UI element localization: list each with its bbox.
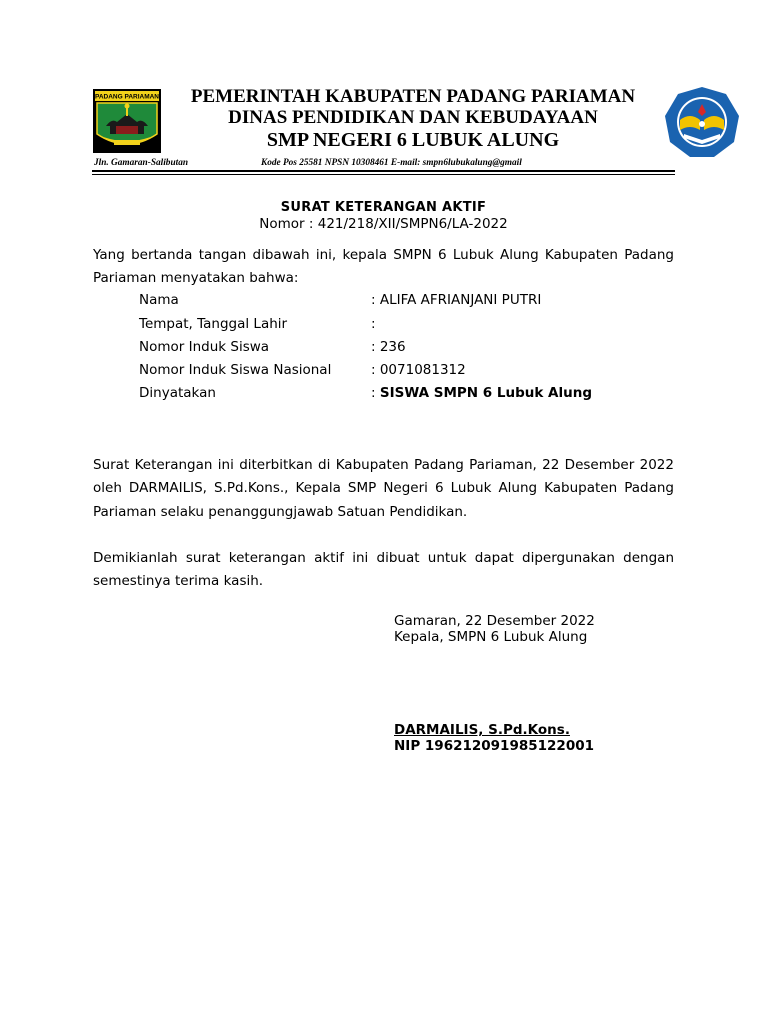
field-value: : ALIFA AFRIANJANI PUTRI xyxy=(371,292,542,308)
letterhead-divider-thin xyxy=(92,174,675,175)
field-value xyxy=(371,385,592,401)
field-label: Nomor Induk Siswa Nasional xyxy=(139,362,332,378)
letterhead-school: SMP NEGERI 6 LUBUK ALUNG xyxy=(266,129,560,151)
intro-paragraph: Yang bertanda tangan dibawah ini, kepala SMPN 6 Lubuk Alung Kabupaten Padang Pariaman menyatakan bahwa: xyxy=(93,247,674,287)
signature-place-date: Gamaran, 22 Desember 2022 xyxy=(394,613,595,629)
field-row-nis xyxy=(139,339,679,362)
tut-wuri-handayani-emblem-icon xyxy=(664,86,740,158)
field-row-dinyatakan xyxy=(139,385,679,408)
letterhead-government: PEMERINTAH KABUPATEN PADANG PARIAMAN xyxy=(190,86,636,107)
signature-position: Kepala, SMPN 6 Lubuk Alung xyxy=(394,629,588,645)
issuance-paragraph: Surat Keterangan ini diterbitkan di Kabupaten Padang Pariaman, 22 Desember 2022 oleh DARMAILIS, S.Pd.Kons., Kepala SMP Negeri 6 Lubuk Alung Kabupaten Padang Pariaman selaku penanggungjawab Satuan Pendidikan. xyxy=(93,457,674,520)
letterhead-address: Jln. Gamaran-Salibutan xyxy=(94,158,189,168)
closing-paragraph: Demikianlah surat keterangan aktif ini dibuat untuk dapat dipergunakan dengan semestinya terima kasih. xyxy=(93,550,674,590)
field-value: : xyxy=(371,316,376,332)
field-value-bold: SISWA SMPN 6 Lubuk Alung xyxy=(379,385,593,401)
letterhead-contact: Kode Pos 25581 NPSN 10308461 E-mail: smpn6lubukalung@gmail xyxy=(261,158,522,168)
field-label: Tempat, Tanggal Lahir xyxy=(139,316,288,332)
field-row-nama xyxy=(139,292,679,315)
field-label: Nomor Induk Siswa xyxy=(139,339,270,355)
signatory-nip: NIP 196212091985122001 xyxy=(394,738,594,754)
signatory-name: DARMAILIS, S.Pd.Kons. xyxy=(394,722,570,738)
letterhead-department: DINAS PENDIDIKAN DAN KEBUDAYAAN xyxy=(228,107,598,128)
letterhead-divider-thick xyxy=(92,170,675,172)
field-value: : 236 xyxy=(371,339,406,355)
padang-pariaman-emblem-icon xyxy=(92,88,162,154)
document-number: Nomor : 421/218/XII/SMPN6/LA-2022 xyxy=(259,216,508,232)
field-value-prefix: : xyxy=(371,385,380,401)
document-title: SURAT KETERANGAN AKTIF xyxy=(280,200,487,215)
field-label: Dinyatakan xyxy=(139,385,216,401)
field-label: Nama xyxy=(139,292,179,308)
emblem-banner-text: PADANG PARIAMAN xyxy=(94,93,160,101)
field-row-tempat-tanggal-lahir xyxy=(139,316,679,339)
field-value: : 0071081312 xyxy=(371,362,466,378)
field-row-nisn xyxy=(139,362,679,385)
